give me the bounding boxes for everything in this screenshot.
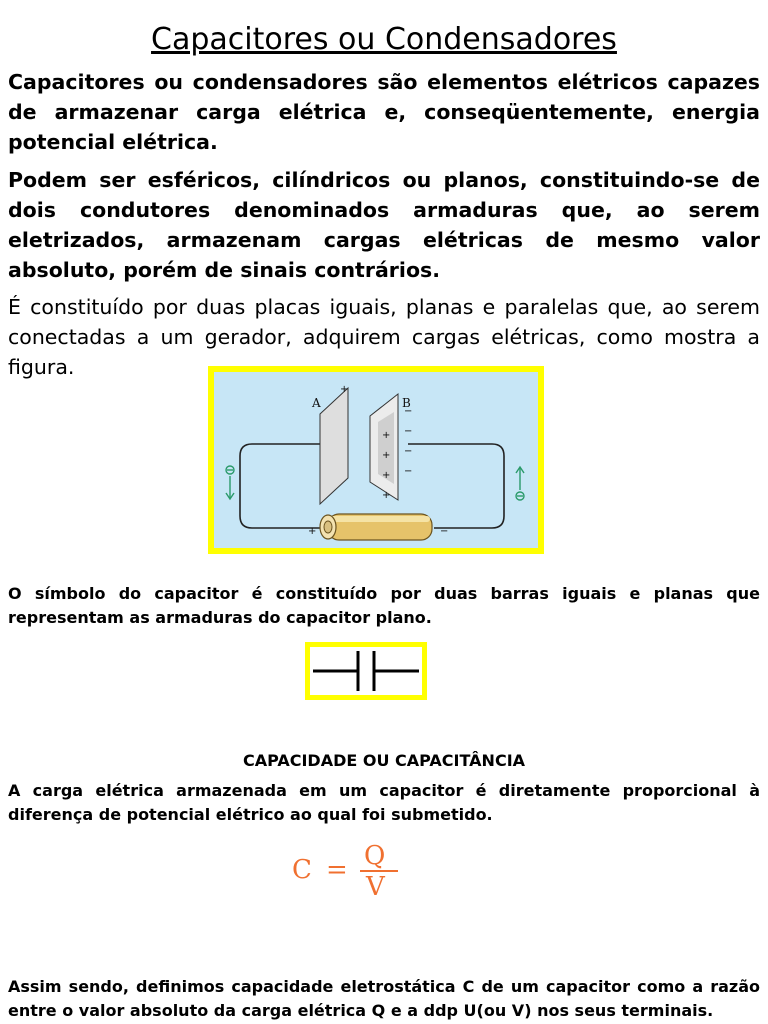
charge-plus-2: + — [382, 430, 391, 441]
capacitance-formula — [288, 840, 408, 900]
charge-plus-4: + — [382, 470, 391, 481]
charge-minus-1: − — [404, 406, 413, 417]
plate-b-label: B — [402, 396, 411, 410]
charge-minus-4: − — [404, 466, 413, 477]
paragraph-plates: É constituído por duas placas iguais, planas e paralelas que, ao serem conectadas a um gerador, adquirem cargas elétricas, como mostra a figura. — [8, 295, 760, 379]
charge-plus-battery: + — [308, 526, 317, 537]
charge-minus-3: − — [404, 446, 413, 457]
plate-a-label: A — [312, 396, 321, 410]
page-title: Capacitores ou Condensadores — [151, 22, 617, 57]
formula-lhs: C — [292, 855, 312, 885]
charge-minus-battery: − — [440, 526, 449, 537]
charge-minus-2: − — [404, 426, 413, 437]
paragraph-definition-capacitance: Assim sendo, definimos capacidade eletrostática C de um capacitor como a razão entre o valor absoluto da carga elétrica Q e a ddp U(ou V) nos seus terminais. — [8, 977, 760, 1020]
formula-numerator: Q — [364, 841, 386, 871]
paragraph-types: Podem ser esféricos, cilíndricos ou planos, constituindo-se de dois condutores denominados armaduras que, ao serem eletrizados, armazenam cargas elétricas de mesmo valor absoluto, porém de sinais contrários. — [8, 168, 760, 282]
paragraph-symbol: O símbolo do capacitor é constituído por duas barras iguais e planas que representam as armaduras do capacitor plano. — [8, 584, 760, 627]
section-heading: CAPACIDADE OU CAPACITÂNCIA — [242, 751, 526, 770]
paragraph-capacitance: A carga elétrica armazenada em um capacitor é diretamente proporcional à diferença de potencial elétrico ao qual foi submetido. — [8, 781, 760, 824]
paragraph-definition: Capacitores ou condensadores são elementos elétricos capazes de armazenar carga elétrica e, conseqüentemente, energia potencial elétrica. — [8, 70, 760, 154]
battery-icon — [320, 514, 432, 540]
charge-plus-5: + — [382, 490, 391, 501]
formula-equals: = — [326, 855, 348, 885]
capacitor-symbol-icon — [305, 642, 427, 700]
capacitor-circuit-figure — [208, 366, 544, 554]
charge-plus-1: + — [340, 384, 349, 395]
formula-denominator: V — [366, 872, 385, 900]
charge-plus-3: + — [382, 450, 391, 461]
